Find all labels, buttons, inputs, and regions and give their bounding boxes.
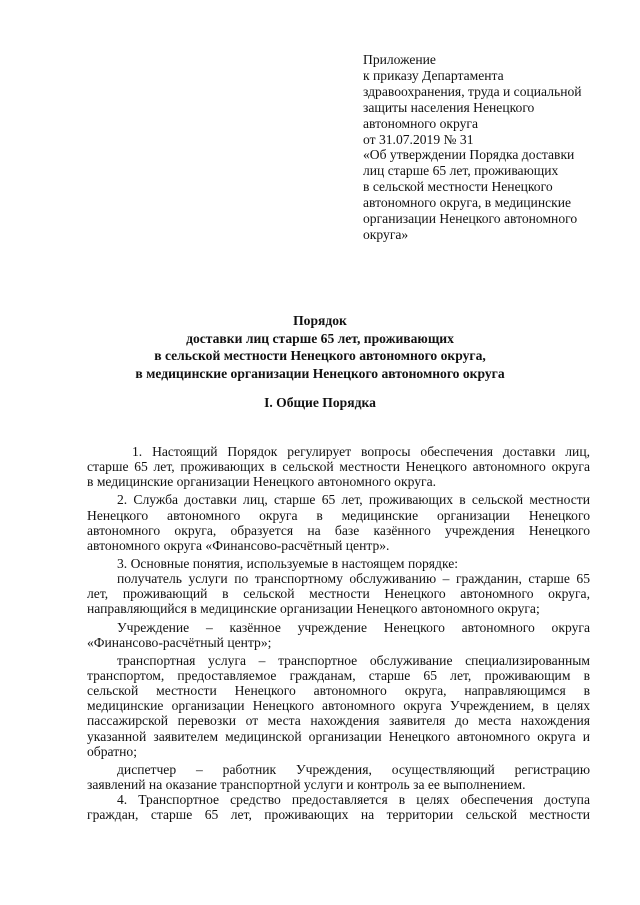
appendix-line: к приказу Департамента (363, 67, 504, 83)
title-line: в сельской местности Ненецкого автономного округа, (154, 348, 486, 364)
body-line: автономного округа, образуется на базе казённого учреждения Ненецкого (87, 522, 590, 538)
appendix-line: лиц старше 65 лет, проживающих (363, 163, 559, 179)
appendix-line: от 31.07.2019 № 31 (363, 131, 474, 147)
appendix-line: «Об утверждении Порядка доставки (363, 147, 575, 163)
body-line: обратно; (87, 743, 137, 759)
title-line: в медицинские организации Ненецкого автономного округа (135, 366, 505, 382)
body-line: граждан, старше 65 лет, проживающих на территории сельской местности (87, 807, 590, 823)
body-line: заявлений на оказание транспортной услуги и контроль за ее выполнением. (87, 776, 526, 792)
body-line: Ненецкого автономного округа в медицинские организации Ненецкого (87, 507, 590, 523)
appendix-line: защиты населения Ненецкого (363, 99, 535, 115)
body-line: 3. Основные понятия, используемые в настоящем порядке: (117, 555, 459, 571)
appendix-line: округа» (363, 226, 409, 242)
document-title (60, 312, 580, 383)
title-line: доставки лиц старше 65 лет, проживающих (186, 330, 454, 346)
body-line: «Финансово-расчётный центр»; (87, 634, 272, 650)
document-body (87, 444, 590, 822)
body-line: 4. Транспортное средство предоставляется в целях обеспечения доступа (117, 792, 590, 808)
body-line: сельской местности Ненецкого автономного округа, направляющимся в (87, 683, 590, 699)
body-line: в медицинские организации Ненецкого автономного округа. (87, 474, 437, 490)
body-line: медицинские организации Ненецкого автономного округа Учреждением, в целях (87, 698, 590, 714)
body-line: транспортом, предоставляемое гражданам, старше 65 лет, проживающим в (87, 667, 590, 683)
body-line: пассажирской перевозки от места нахождения заявителя до места нахождения (87, 713, 590, 729)
body-line: диспетчер – работник Учреждения, осуществляющий регистрацию (117, 761, 590, 777)
body-line: Учреждение – казённое учреждение Ненецкого автономного округа (117, 619, 590, 635)
appendix-line: здравоохранения, труда и социальной (363, 83, 582, 99)
body-line: старше 65 лет, проживающих в сельской местности Ненецкого автономного округа (87, 459, 590, 475)
title-line: Порядок (293, 313, 347, 328)
body-line: 1. Настоящий Порядок регулирует вопросы обеспечения доставки лиц, (132, 444, 590, 459)
body-line: транспортная услуга – транспортное обслуживание специализированным (117, 652, 590, 668)
body-line: 2. Служба доставки лиц, старше 65 лет, проживающих в сельской местности (117, 492, 590, 508)
appendix-line: в сельской местности Ненецкого (363, 179, 553, 195)
appendix-line: организации Ненецкого автономного (363, 211, 578, 227)
body-line: получатель услуги по транспортному обслуживанию – гражданин, старше 65 (117, 571, 590, 587)
appendix-line: Приложение (363, 52, 436, 67)
body-line: лет, проживающий в сельской местности Ненецкого автономного округа, (87, 586, 590, 602)
body-line: автономного округа «Финансово-расчётный центр». (87, 537, 390, 553)
appendix-block (363, 52, 608, 243)
body-line: направляющийся в медицинские организации Ненецкого автономного округа; (87, 601, 540, 617)
body-line: указанной заявителем медицинской организации Ненецкого автономного округа и (87, 728, 590, 744)
appendix-line: автономного округа, в медицинские (363, 195, 572, 211)
section-heading: I. Общие Порядка (264, 395, 376, 410)
appendix-line: автономного округа (363, 115, 479, 131)
